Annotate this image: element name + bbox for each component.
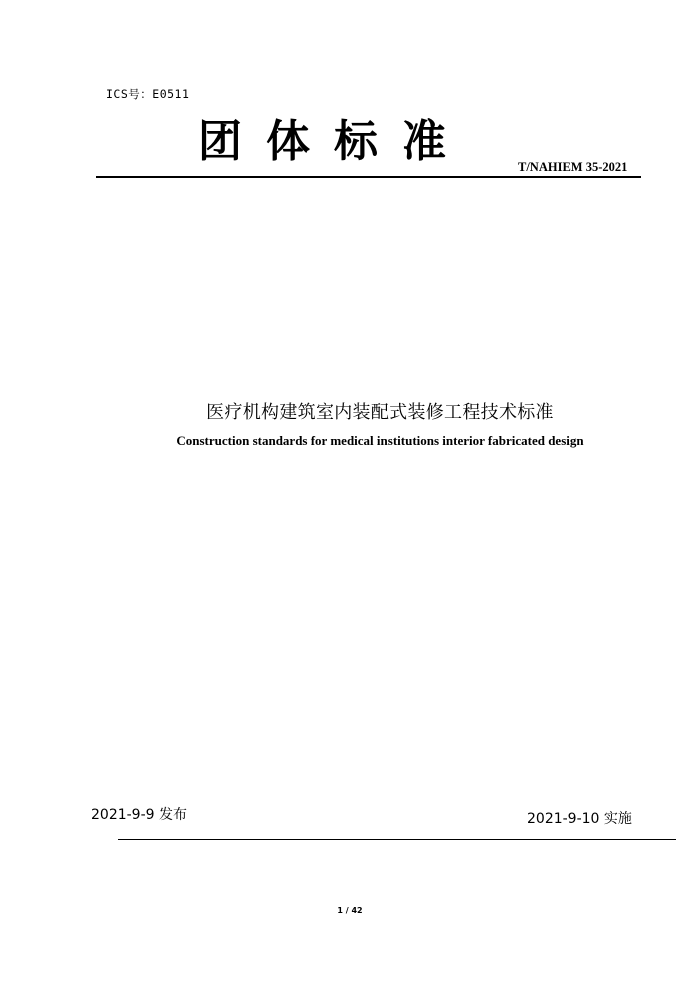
standard-type-title: 团体标准 xyxy=(198,116,470,167)
ics-number: ICS号：E0511 xyxy=(106,87,190,101)
issue-date: 2021-9-9 发布 xyxy=(91,807,187,823)
document-title-chinese: 医疗机构建筑室内装配式装修工程技术标准 xyxy=(206,402,554,423)
effective-date: 2021-9-10 实施 xyxy=(527,811,632,827)
footer-rule xyxy=(118,839,676,840)
standard-code: T/NAHIEM 35-2021 xyxy=(518,160,628,174)
document-title-english: Construction standards for medical institutions interior fabricated design xyxy=(176,433,584,448)
header-rule xyxy=(96,176,641,178)
page-number: 1 / 42 xyxy=(337,906,363,915)
